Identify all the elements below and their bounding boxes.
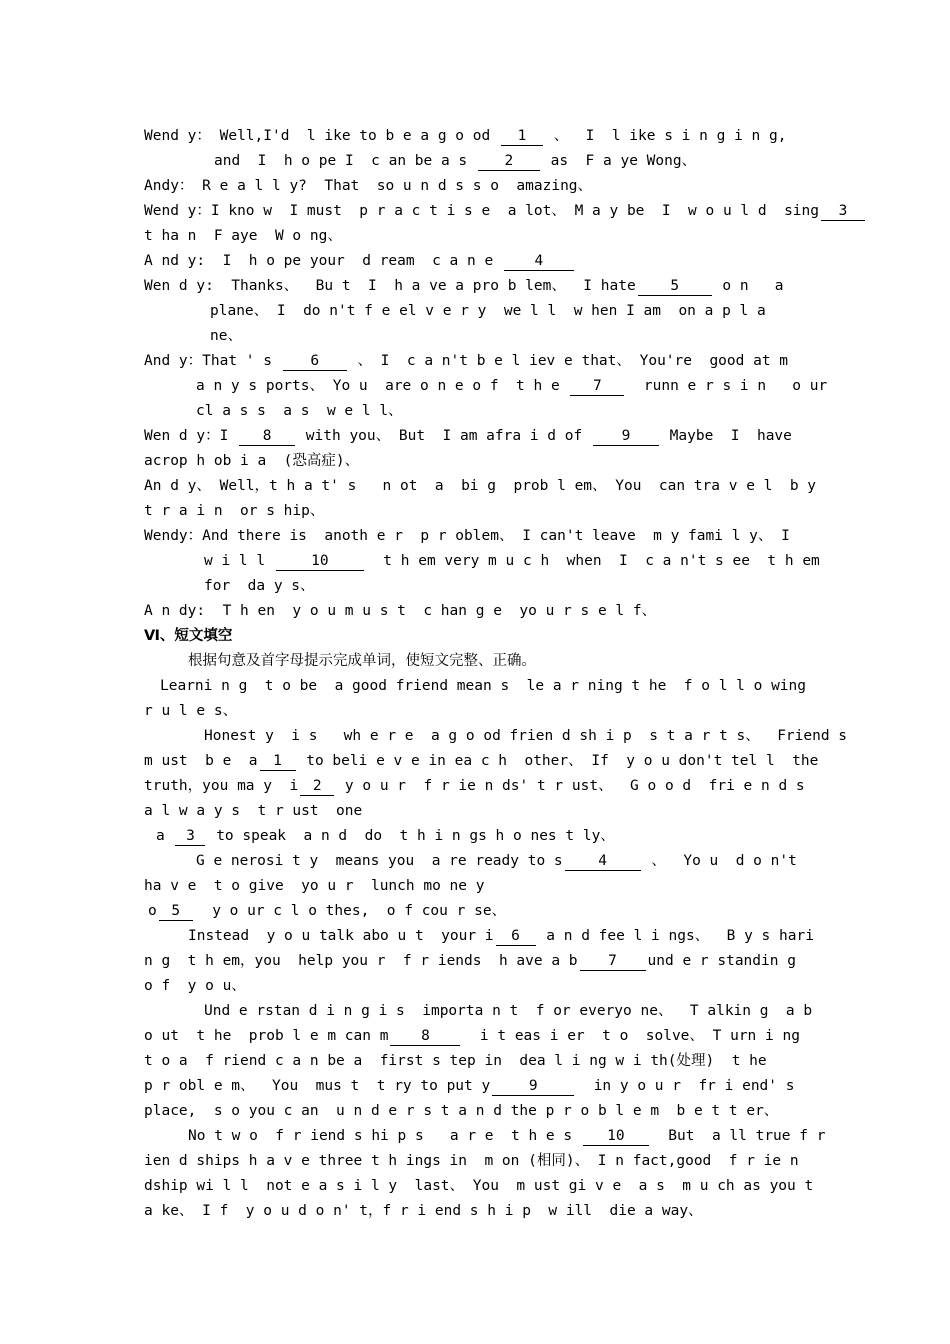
passage-line: truth，you ma y i 2 y o u r f r ie n ds' t r ust、 G o o d fri e n d s bbox=[144, 778, 805, 794]
passage-line: ha v e t o give yo u r lunch mo ne y bbox=[144, 878, 485, 894]
blank-9: 9 bbox=[593, 428, 659, 446]
cloze-blank-7: 7 bbox=[580, 953, 646, 971]
cloze-blank-10: 10 bbox=[583, 1128, 649, 1146]
cloze-blank-4: 4 bbox=[565, 853, 641, 871]
cloze-blank-3: 3 bbox=[175, 828, 205, 846]
passage-line: r u l e s、 bbox=[144, 703, 238, 719]
dialogue-line: A n dy: T h en y o u m u s t c han g e yo u r s e l f、 bbox=[144, 603, 657, 619]
passage-line: t o a f riend c a n be a first s tep in dea l i ng w i th(处理) t he bbox=[144, 1053, 767, 1069]
cloze-blank-5: 5 bbox=[159, 903, 193, 921]
dialogue-line: w i l l 10 t h em very m u c h when I c a n't s ee t h em bbox=[204, 553, 820, 569]
dialogue-line: A nd y: I h o pe your d ream c a n e 4 bbox=[144, 249, 809, 274]
passage-line: Learni n g t o be a good friend mean s le a r ning t he f o l l o wing bbox=[160, 678, 807, 694]
blank-6: 6 bbox=[283, 353, 347, 371]
passage-line: Und e rstan d i n g i s importa n t f or everyo ne、 T alkin g a b bbox=[204, 1003, 813, 1019]
section-instruction: 根据句意及首字母提示完成单词，使短文完整、正确。 bbox=[188, 653, 536, 669]
dialogue-line: plane、 I do n't f e el v e r y we l l w hen I am on a p l a bbox=[210, 303, 766, 319]
passage-line: ien d ships h a v e three t h ings in m on (相同)、 I n fact,good f r ie n bbox=[144, 1153, 799, 1169]
dialogue-line: Wen d y：I 8 with you、 But I am afra i d of 9 Maybe I have bbox=[144, 428, 792, 444]
passage-line: place, s o you c an u n d e r s t a n d the p r o b l e m b e t t er、 bbox=[144, 1103, 779, 1119]
cloze-blank-2: 2 bbox=[300, 778, 334, 796]
cloze-blank-9: 9 bbox=[492, 1078, 574, 1096]
dialogue-line: t r a i n or s hip、 bbox=[144, 503, 325, 519]
passage-line: o ut t he prob l e m can m 8 i t eas i er t o solve、 T urn i ng bbox=[144, 1028, 800, 1044]
passage-line: Instead y o u talk abo u t your i 6 a n d fee l i ngs、 B y s hari bbox=[188, 928, 814, 944]
passage-line: a 3 to speak a n d do t h i n gs h o nes t ly、 bbox=[156, 828, 615, 844]
passage-line: m ust b e a 1 to beli e v e in ea c h other、 If y o u don't tel l the bbox=[144, 753, 819, 769]
passage-line: o f y o u、 bbox=[144, 978, 246, 994]
dialogue-line: An d y、 Well，t h a t' s n ot a bi g prob l em、 You can tra v e l b y bbox=[144, 478, 817, 494]
dialogue-line: t ha n F aye W o ng、 bbox=[144, 228, 342, 244]
dialogue-line: ne、 bbox=[210, 328, 242, 344]
blank-2: 2 bbox=[478, 153, 540, 171]
dialogue-line: acrop h ob i a (恐高症)、 bbox=[144, 453, 360, 469]
blank-3: 3 bbox=[821, 203, 865, 221]
dialogue-line: Andy： R e a l l y? That so u n d s s o amazing、 bbox=[144, 178, 593, 194]
passage-line: n g t h em，you help you r f r iends h ave a b 7 und e r standin g bbox=[144, 953, 796, 969]
passage-line: o 5 y o ur c l o thes, o f cou r se、 bbox=[148, 903, 507, 919]
cloze-blank-1: 1 bbox=[260, 753, 296, 771]
dialogue-line: a n y s ports、 Yo u are o n e o f t h e 7 runn e r s i n o ur bbox=[196, 378, 828, 394]
passage-line: dship wi l l not e a s i l y last、 You m ust gi v e a s m u ch as you t bbox=[144, 1178, 814, 1194]
passage-line: Honest y i s wh e r e a g o od frien d sh i p s t a r t s、 Friend s bbox=[204, 728, 848, 744]
section-heading: Ⅵ、短文填空 bbox=[144, 628, 233, 644]
dialogue-line: And y：That ' s 6 、 I c a n't b e l iev e that、 You're good at m bbox=[144, 353, 789, 369]
blank-1: 1 bbox=[501, 128, 543, 146]
cloze-blank-6: 6 bbox=[496, 928, 536, 946]
blank-7: 7 bbox=[570, 378, 624, 396]
passage-line: p r obl e m、 You mus t t ry to put y 9 in y o u r fr i end' s bbox=[144, 1078, 795, 1094]
dialogue-line: Wendy：And there is anoth e r p r oblem、 I can't leave m y fami l y、 I bbox=[144, 528, 790, 544]
blank-10: 10 bbox=[276, 553, 364, 571]
dialogue-line: Wen d y: Thanks、 Bu t I h a ve a pro b lem、 I hate 5 o n a bbox=[144, 278, 784, 294]
passage-line: a l w a y s t r ust one bbox=[144, 803, 363, 819]
worksheet-page bbox=[144, 124, 848, 1224]
dialogue-line: cl a s s a s w e l l、 bbox=[196, 403, 403, 419]
passage-line: G e nerosi t y means you a re ready to s 4 、 Yo u d o n't bbox=[196, 853, 797, 869]
blank-4: 4 bbox=[504, 253, 574, 271]
dialogue-line: for da y s、 bbox=[204, 578, 315, 594]
cloze-blank-8: 8 bbox=[390, 1028, 460, 1046]
blank-5: 5 bbox=[638, 278, 712, 296]
dialogue-line: and I h o pe I c an be a s 2 as F a ye Wong、 bbox=[214, 153, 697, 169]
dialogue-line: Wend y：I kno w I must p r a c t i s e a lot、 M a y be I w o u l d sing 3 bbox=[144, 199, 809, 224]
passage-line: No t w o f r iend s hi p s a r e t h e s 10 But a ll true f r bbox=[188, 1128, 826, 1144]
blank-8: 8 bbox=[239, 428, 295, 446]
dialogue-line: Wend y： Well,I'd l ike to b e a g o od 1 、 I l ike s i n g i n g, bbox=[144, 128, 787, 144]
passage-line: a ke、 I f y o u d o n' t，f r i end s h i p w ill die a way、 bbox=[144, 1203, 703, 1219]
